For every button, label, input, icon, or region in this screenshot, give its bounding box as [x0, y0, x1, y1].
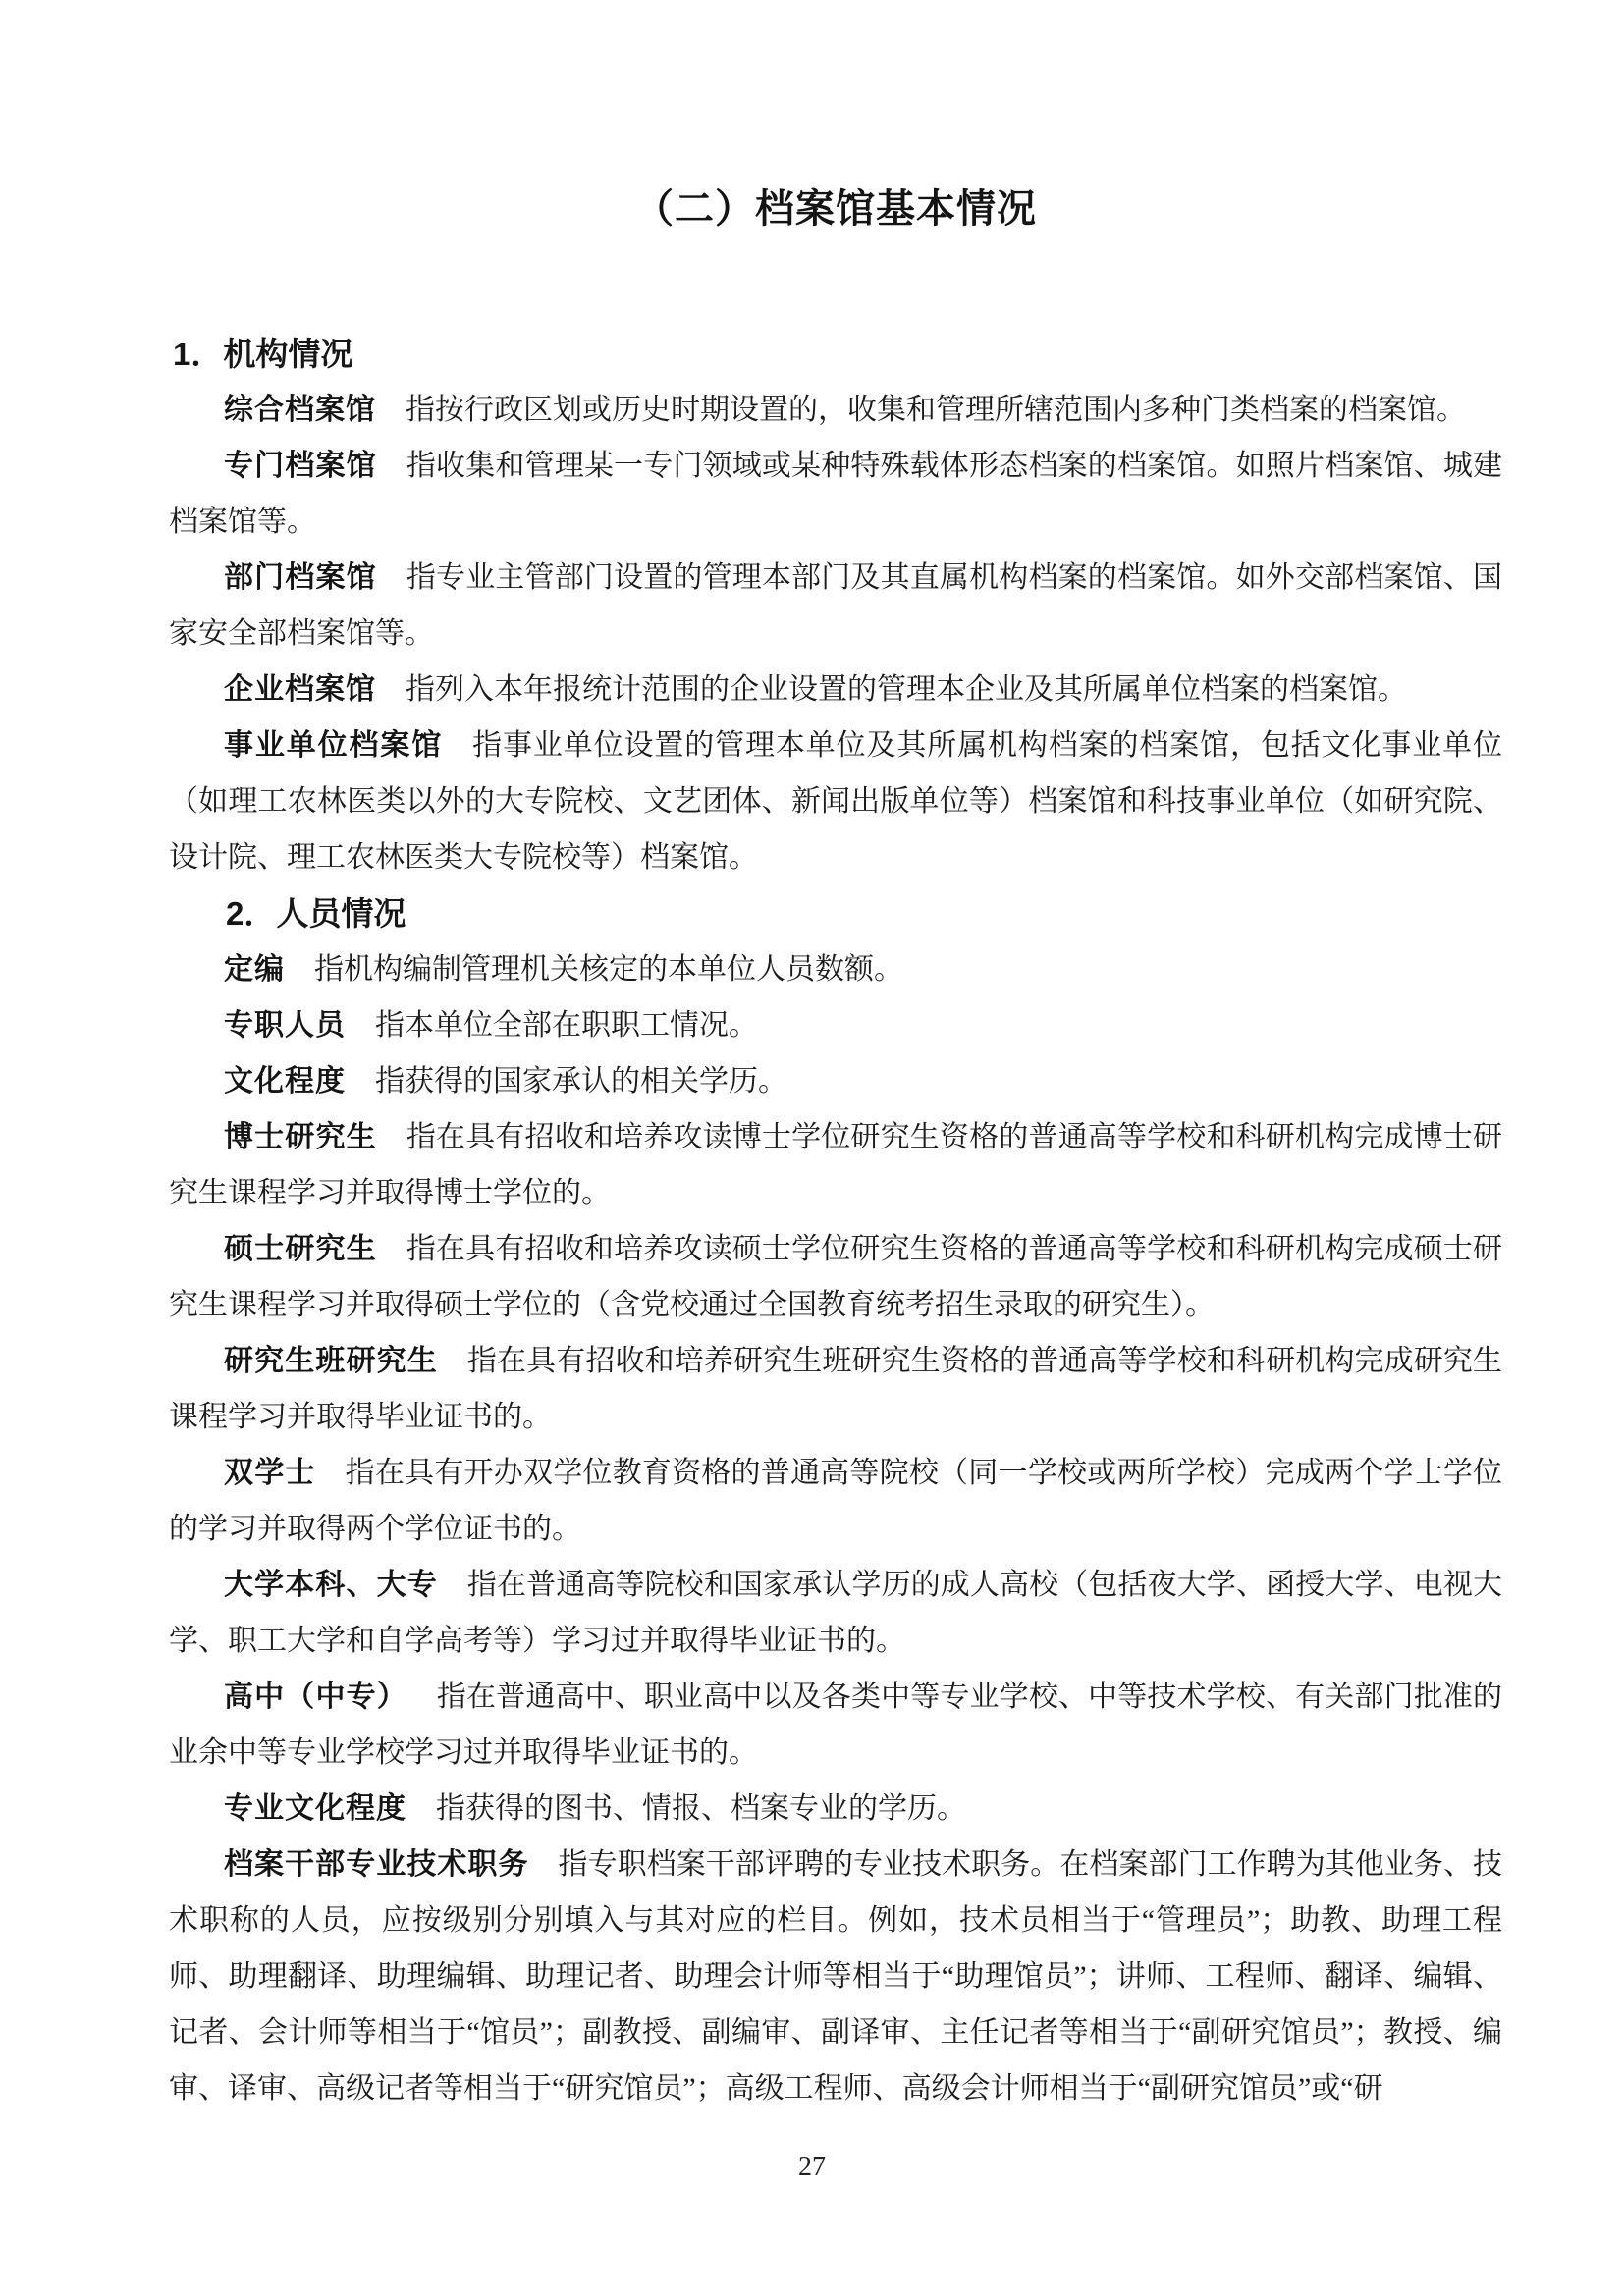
term-definition: 指机构编制管理机关核定的本单位人员数额。 [314, 953, 903, 986]
term-label: 高中（中专） [224, 1681, 407, 1713]
term-definition: 指在具有招收和培养攻读硕士学位研究生资格的普通高等学校和科研机构完成硕士研究生课程学习并取得硕士学位的（含党校通过全国教育统考招生录取的研究生）。 [169, 1233, 1503, 1321]
term-label: 专业文化程度 [224, 1792, 406, 1825]
term-definition: 指列入本年报统计范围的企业设置的管理本企业及其所属单位档案的档案馆。 [406, 673, 1407, 706]
term-definition: 指在具有招收和培养研究生班研究生资格的普通高等学校和科研机构完成研究生课程学习并取得毕业证书的。 [169, 1345, 1503, 1433]
term-definition: 指在具有招收和培养攻读博士学位研究生资格的普通高等学校和科研机构完成博士研究生课程学习并取得博士学位的。 [169, 1121, 1503, 1209]
definition-paragraph [169, 1557, 1502, 1669]
section-heading-2: 2．人员情况 [226, 895, 406, 932]
definition-paragraph [169, 382, 1502, 438]
definition-paragraph [169, 941, 1502, 997]
definition-paragraph [169, 1781, 1502, 1837]
definition-paragraph [169, 662, 1502, 718]
term-definition: 指事业单位设置的管理本单位及其所属机构档案的档案馆，包括文化事业单位（如理工农林医类以外的大专院校、文艺团体、新闻出版单位等）档案馆和科技事业单位（如研究院、设计院、理工农林医类大专院校等）档案馆。 [169, 729, 1502, 874]
definition-paragraph [169, 1669, 1502, 1781]
term-definition: 指专职档案干部评聘的专业技术职务。在档案部门工作聘为其他业务、技术职称的人员，应按级别分别填入与其对应的栏目。例如，技术员相当于“管理员”；助教、助理工程师、助理翻译、助理编辑、助理记者、助理会计师等相当于“助理馆员”；讲师、工程师、翻译、编辑、记者、会计师等相当于“馆员”；副教授、副编审、副译审、主任记者等相当于“副研究馆员”；教授、编审、译审、高级记者等相当于“研究馆员”；高级工程师、高级会计师相当于“副研究馆员”或“研 [169, 1848, 1503, 2105]
term-label: 硕士研究生 [224, 1233, 377, 1265]
term-label: 大学本科、大专 [224, 1569, 438, 1601]
definition-paragraph [169, 1445, 1502, 1557]
term-label: 企业档案馆 [224, 673, 376, 706]
term-label: 专职人员 [224, 1009, 346, 1041]
document-content [169, 326, 1502, 2116]
term-definition: 指专业主管部门设置的管理本部门及其直属机构档案的档案馆。如外交部档案馆、国家安全部档案馆等。 [169, 561, 1503, 650]
definition-paragraph [169, 1333, 1502, 1445]
term-definition: 指在具有开办双学位教育资格的普通高等院校（同一学校或两所学校）完成两个学士学位的学习并取得两个学位证书的。 [169, 1457, 1503, 1545]
definition-paragraph [169, 997, 1502, 1053]
term-label: 事业单位档案馆 [224, 729, 444, 762]
term-label: 部门档案馆 [224, 561, 377, 594]
term-definition: 指本单位全部在职职工情况。 [375, 1009, 758, 1041]
term-label: 双学士 [224, 1457, 316, 1489]
term-definition: 指在普通高等院校和国家承认学历的成人高校（包括夜大学、函授大学、电视大学、职工大学和自学高考等）学习过并取得毕业证书的。 [169, 1569, 1503, 1657]
definition-paragraph [169, 1837, 1502, 2116]
definition-paragraph [169, 718, 1502, 885]
definition-paragraph [169, 550, 1502, 662]
term-definition: 指获得的国家承认的相关学历。 [375, 1065, 787, 1097]
definition-paragraph [169, 1053, 1502, 1109]
term-definition: 指在普通高中、职业高中以及各类中等专业学校、中等技术学校、有关部门批准的业余中等专业学校学习过并取得毕业证书的。 [169, 1681, 1503, 1769]
definition-paragraph [169, 1109, 1502, 1221]
term-definition: 指按行政区划或历史时期设置的，收集和管理所辖范围内多种门类档案的档案馆。 [406, 394, 1466, 426]
definition-paragraph [169, 1221, 1502, 1333]
section-heading-1: 1．机构情况 [173, 336, 353, 372]
term-label: 定编 [224, 953, 285, 986]
term-label: 综合档案馆 [224, 394, 376, 426]
term-label: 专门档案馆 [224, 450, 377, 482]
term-label: 博士研究生 [224, 1121, 377, 1153]
definition-paragraph [169, 438, 1502, 550]
page-number: 27 [798, 2152, 826, 2182]
term-label: 文化程度 [224, 1065, 346, 1097]
page-title: （二）档案馆基本情况 [634, 187, 1037, 231]
term-label: 研究生班研究生 [224, 1345, 438, 1377]
term-definition: 指收集和管理某一专门领域或某种特殊载体形态档案的档案馆。如照片档案馆、城建档案馆等。 [169, 450, 1503, 538]
term-label: 档案干部专业技术职务 [224, 1848, 529, 1881]
term-definition: 指获得的图书、情报、档案专业的学历。 [436, 1792, 966, 1825]
